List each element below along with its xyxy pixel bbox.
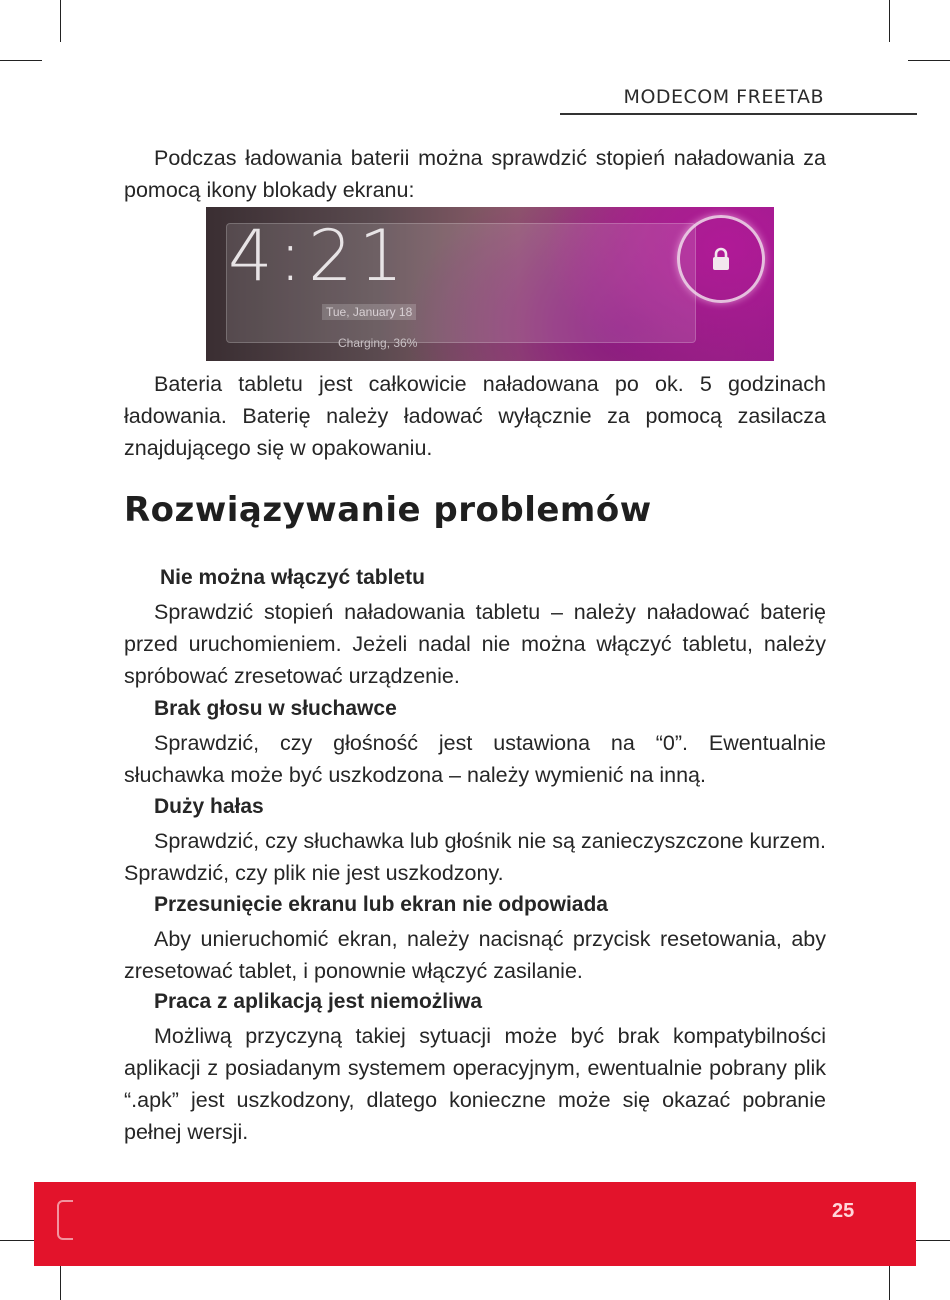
subheading: Brak głosu w słuchawce <box>154 697 397 720</box>
crop-mark <box>908 60 950 61</box>
crop-mark <box>60 0 61 42</box>
footer-bar <box>34 1182 916 1266</box>
battery-paragraph: Bateria tabletu jest całkowicie naładowana po ok. 5 godzinach ładowania. Baterię należy ładować wyłącznie za pomocą zasilacza znajdującego się w opakowaniu. <box>124 372 826 460</box>
crop-mark <box>889 0 890 42</box>
body-paragraph: Sprawdzić stopień naładowania tabletu – należy naładować baterię przed uruchomieniem. Jeżeli nadal nie można włączyć tabletu, należy spróbować zresetować urządzenie. <box>124 600 826 688</box>
subheading: Nie można włączyć tabletu <box>160 566 425 589</box>
body-paragraph: Aby unieruchomić ekran, należy nacisnąć przycisk resetowania, aby zresetować tablet, i ponownie włączyć zasilanie. <box>124 927 826 983</box>
running-header: MODECOM FREETAB <box>623 86 824 108</box>
lock-charging-status: Charging, 36% <box>338 336 418 350</box>
page-number: 25 <box>832 1200 855 1222</box>
subheading: Przesunięcie ekranu lub ekran nie odpowiada <box>154 893 608 916</box>
subheading: Duży hałas <box>154 795 264 818</box>
body-paragraph: Możliwą przyczyną takiej sytuacji może być brak kompatybilności aplikacji z posiadanym systemem operacyjnym, ewentualnie pobrany plik “.apk” jest uszkodzony, dlatego konieczne może się okazać pobranie pełnej wersji. <box>124 1024 826 1144</box>
intro-paragraph: Podczas ładowania baterii można sprawdzić stopień naładowania za pomocą ikony blokady ekranu: <box>124 146 826 202</box>
lock-date: Tue, January 18 <box>322 304 416 320</box>
lock-screen-image <box>206 207 774 361</box>
body-paragraph: Sprawdzić, czy słuchawka lub głośnik nie są zanieczyszczone kurzem. Sprawdzić, czy plik nie jest uszkodzony. <box>124 829 826 885</box>
subheading: Praca z aplikacją jest niemożliwa <box>154 990 482 1013</box>
section-title: Rozwiązywanie problemów <box>124 490 652 530</box>
header-rule <box>560 113 917 115</box>
padlock-icon <box>710 247 732 271</box>
crop-mark <box>0 60 42 61</box>
lock-time: 4:21 <box>228 215 410 297</box>
footer-bracket-decoration <box>57 1200 73 1240</box>
body-paragraph: Sprawdzić, czy głośność jest ustawiona na “0”. Ewentualnie słuchawka może być uszkodzona – należy wymienić na inną. <box>124 731 826 787</box>
